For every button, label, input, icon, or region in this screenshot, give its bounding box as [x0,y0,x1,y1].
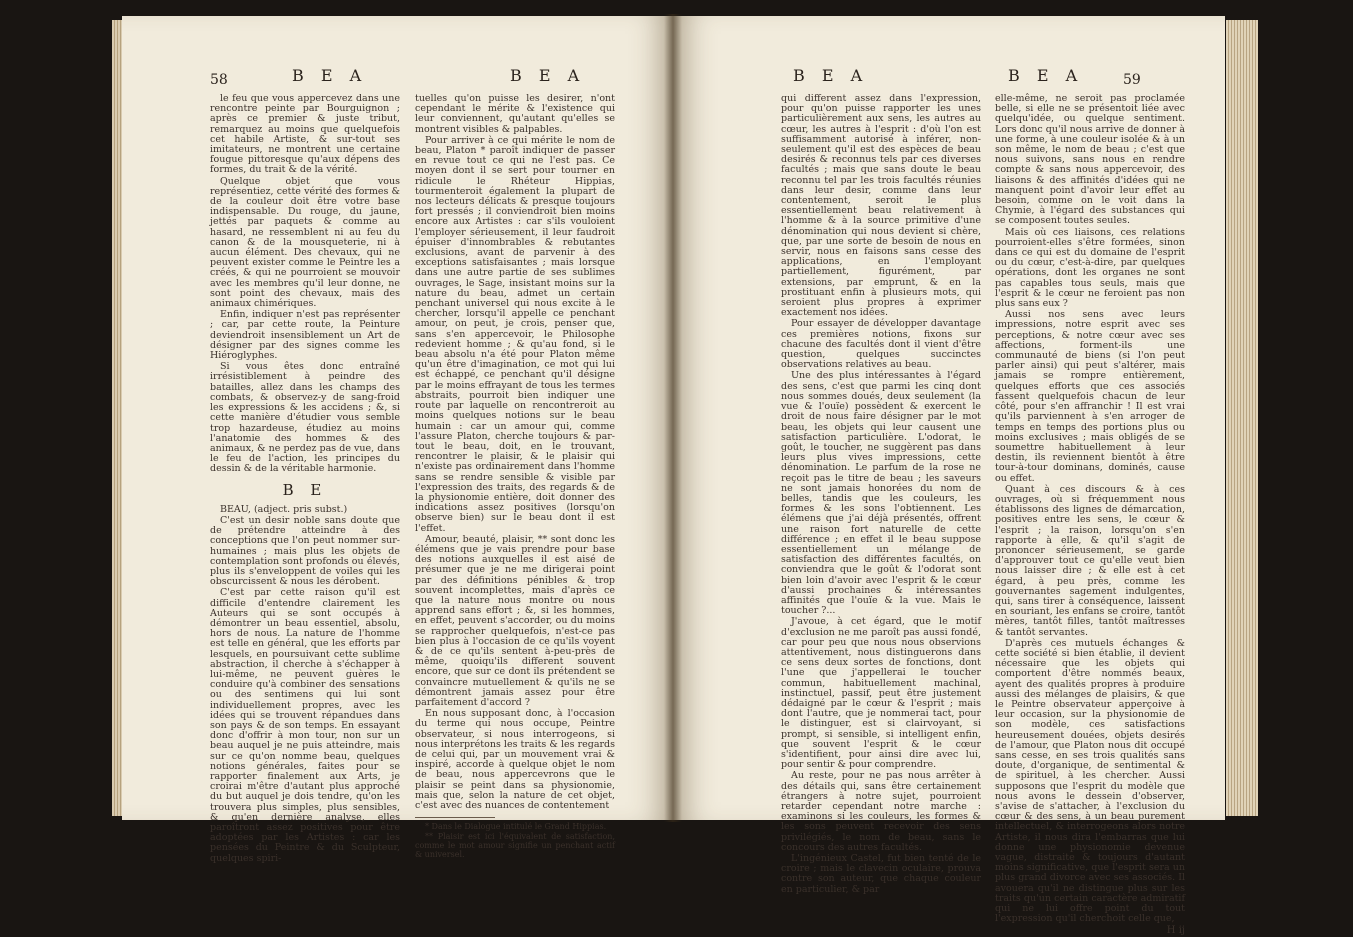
paragraph: tuelles qu'on puisse les desirer, n'ont cependant le mérite & l'existence qui leur conviennent, qu'autant qu'elles se montrent visibles & palpables. [415,93,615,135]
book-spread [112,14,1258,937]
paragraph: Au reste, pour ne pas nous arrêter à des détails qui, sans être certainement étrangers à notre sujet, pourroient retarder cependant notre marche : examinons si les couleurs, les formes & les sons peuvent recevoir des sens privilégiés, le nom de beau, sans le concours des autres facultés. [781,770,981,853]
right-column [415,94,615,860]
page-number: 58 [210,72,228,88]
paragraph: Amour, beauté, plaisir, ** sont donc les élémens que je vais prendre pour base des notions auxquelles il est aisé de présumer que je ne me dirigerai point par des définitions pénibles & trop souvent incomplettes, mais d'après ce que la nature nous montre ou nous apprend sans effort ; &, si les hommes, en effet, peuvent s'accorder, ou du moins se rapprocher quelquefois, n'est-ce pas bien plus à l'occasion de ce qu'ils voyent & de ce qu'ils sentent à-peu-près de même, quoiqu'ils different souvent encore, que sur ce dont ils prétendent se convaincre mutuellement & qu'ils ne se démontrent jamais assez pour être parfaitement d'accord ? [415,533,615,708]
running-head: B E A [510,66,586,85]
paragraph: Mais où ces liaisons, ces relations pourroient-elles s'être formées, sinon dans ce qui est du domaine de l'esprit ou du cœur, c'est-à-dire, par quelques opérations, dont les organes ne sont pas capables tous seuls, mais que l'esprit & le cœur ne feroient pas non plus sans eux ? [995,226,1185,310]
paragraph: En nous supposant donc, à l'occasion du terme qui nous occupe, Peintre observateur, si nous interrogeons, si nous interprétons les traits & les regards de celui qui, par un mouvement vrai & inspiré, accorde à quelque objet le nom de beau, nous appercevrons que le plaisir se peint dans sa physionomie, mais que, selon la nature de cet objet, c'est avec des nuances de contentement [415,708,615,812]
paragraph: Pour arriver à ce qui mérite le nom de beau, Platon * paroît indiquer de passer en revue tout ce qui ne l'est pas. Ce moyen dont il se sert pour tourner en ridicule le Rhéteur Hippias, tourmenteroit également la plupart de nos lecteurs délicats & presque toujours fort pressés ; il conviendroit bien moins encore aux Artistes : car s'ils vouloient l'employer sérieusement, il leur faudroit épuiser d'innombrables & rebutantes exclusions, avant de parvenir à des exceptions satisfaisantes ; mais lorsque dans une autre partie de ses sublimes ouvrages, le Sage, insistant moins sur la nature du beau, admet un certain penchant universel qui nous excite à le chercher, lorsqu'il appelle ce penchant amour, on peut, je crois, penser que, sans s'en appercevoir, le Philosophe redevient homme ; & qu'au fond, si le beau absolu n'a été pour Platon même qu'un être d'imagination, ce mot qui lui est échappé, ce penchant qu'il désigne par le moins effrayant de tous les termes abstraits, pourroit bien indiquer une route par laquelle on rencontreroit au moins quelques notions sur le beau humain : car un amour qui, comme l'assure Platon, cherche toujours & par-tout le beau, doit, en le trouvant, rencontrer le plaisir, & le plaisir qui n'existe pas ordinairement dans l'homme sans se rendre sensible & visible par l'expression des traits, des regards & de la physionomie entière, doit donner des indications assez positives (lorsqu'on observe bien) sur le beau dont il est l'effet. [415,134,615,534]
left-page-edges [112,20,122,816]
page-number: 59 [1123,72,1141,88]
paragraph: Une des plus intéressantes à l'égard des sens, c'est que parmi les cinq dont nous sommes doués, deux seulement (la vue & l'ouïe) possèdent & exercent le droit de nous faire désigner par le mot beau, les objets qui leur causent une satisfaction particulière. L'odorat, le goût, le toucher, ne suggèrent pas dans leurs plus vives impressions, cette dénomination. Le parfum de la rose ne reçoit pas le titre de beau ; les saveurs ne sont jamais honorées du nom de belles, tandis que les couleurs, les formes & les sons l'obtiennent. Les élémens que j'ai déjà présentés, offrent une raison fort naturelle de cette différence ; en effet il le beau suppose essentiellement un mélange de satisfaction des différentes facultés, on conviendra que le goût & l'odorat sont bien loin d'avoir avec l'esprit & le cœur d'aussi prochaines & intéressantes affinités que l'ouïe & la vue. Mais le toucher ?... [781,370,981,617]
right-page-edges [1226,20,1258,816]
paragraph: Enfin, indiquer n'est pas représenter ; car, par cette route, la Peinture deviendroit insensiblement un Art de désigner par des signes comme les Hiéroglyphes. [210,309,400,362]
paragraph: qui different assez dans l'expression, pour qu'on puisse rapporter les unes particulièrement aux sens, les autres au cœur, les autres à l'esprit : d'où l'on est suffisamment autorisé à inférer, non-seulement qu'il est des espèces de beau desirés & reconnus tels par ces diverses facultés ; mais que sans doute le beau reconnu tel par les trois facultés réunies dans leur desir, comme dans leur contentement, seroit le plus essentiellement beau relativement à l'homme & à la source primitive d'une dénomination qui nous devient si chère, que, par une sorte de besoin de nous en servir, nous en faisons sans cesse des applications, en l'employant partiellement, figurément, par extensions, par emprunt, & en la prostituant enfin à plusieurs mots, qui seroient plus propres à exprimer exactement nos idées. [781,93,981,319]
paragraph: Quant à ces discours & à ces ouvrages, où si fréquemment nous établissons des lignes de démarcation, positives entre les sens, le cœur & l'esprit ; la raison, lorsqu'on s'en rapporte à elle, & qu'il s'agit de prononcer sérieusement, se garde d'approuver tout ce qu'elle veut bien nous laisser dire ; & elle est à cet égard, à peu près, comme les gouvernantes sagement indulgentes, qui, sans tirer à conséquence, laissent en souriant, les enfans se croire, tantôt mères, tantôt filles, tantôt maîtresses & tantôt servantes. [995,483,1185,638]
paragraph: C'est par cette raison qu'il est difficile d'entendre clairement les Auteurs qui se sont occupés à démontrer un beau essentiel, absolu, hors de nous. La nature de l'homme est telle en général, que les efforts par lesquels, en poursuivant cette sublime abstraction, il cherche à s'échapper à lui-même, ne peuvent guères le conduire qu'à combiner des sensations ou des sentimens qui lui sont individuellement propres, avec les idées qui se trouvent répandues dans son pays & de son temps. En essayant donc d'offrir à mon tour, non sur un beau auquel je ne puis atteindre, mais sur ce qu'on nomme beau, quelques notions générales, faites pour se rapporter finalement aux Arts, je croirai m'être d'autant plus approché du but auquel je dois tendre, qu'on les trouvera plus simples, plus sensibles, & qu'en dernière analyse, elles paroîtront assez positives pour être adoptées par les Artistes : car les pensées du Peintre & du Sculpteur, quelques spiri- [210,587,400,864]
paragraph: elle-même, ne seroit pas proclamée belle, si elle ne se présentoit liée avec quelqu'idée, ou quelque sentiment. Lors donc qu'il nous arrive de donner à une forme, à une couleur isolée & à un son même, le nom de beau ; c'est que nous suivons, sans nous en rendre compte & sans nous appercevoir, des liaisons & des affinités d'idées qui ne manquent point d'avoir leur effet au besoin, comme on le voit dans la Chymie, à l'égard des substances qui se composent toutes seules. [995,93,1185,227]
running-head: B E A [292,66,368,85]
paragraph: Aussi nos sens avec leurs impressions, notre esprit avec ses perceptions, & notre cœur avec ses affections, forment-ils une communauté de biens (si l'on peut parler ainsi) qui peut s'altérer, mais jamais se rompre entièrement, quelques efforts que ces associés fassent quelquefois chacun de leur côté, pour s'en affranchir ! Il est vrai qu'ils parviennent à s'en arroger de temps en temps des portions plus ou moins exclusives ; mais obligés de se soumettre habituellement à leur destin, ils reviennent bientôt à être tour-à-tour dominans, dominés, cause ou effet. [995,309,1185,484]
paragraph: D'après ces mutuels échanges & cette société si bien établie, il devient nécessaire que les objets qui comportent d'être nommés beaux, ayent des qualités propres à produire aussi des mélanges de plaisirs, & que le Peintre observateur apperçoive à leur occasion, sur la physionomie de son modèle, ces satisfactions heureusement douées, objets desirés de l'amour, que Platon nous dit occupé sans cesse, en ses trois qualités sans doute, d'organique, de sentimental & de spirituel, à les chercher. Aussi supposons que l'esprit du modèle que nous avons le dessein d'observer, s'avise de s'attacher, à l'exclusion du cœur & des sens, à un beau purement intellectuel, & interrogeons alors notre Artiste, il nous dira l'embarras que lui donne une physionomie devenue vague, distraite & toujours d'autant moins significative, que l'esprit sera un plus grand divorce avec ses associés. Il avouera qu'il ne distingue plus sur les traits qu'un certain caractère admiratif qui ne lui offre point du tout l'expression qu'il cherchoit celle que, [995,637,1185,925]
footnote-rule [415,817,495,818]
paragraph: le feu que vous appercevez dans une rencontre peinte par Bourguignon ; après ce premier & juste tribut, remarquez au moins que quelquefois cet habile Artiste, & sur-tout ses imitateurs, ne montrent une certaine fougue pittoresque qu'aux dépens des formes, du trait & de la vérité. [210,93,400,176]
gutter-shadow [664,14,682,822]
paragraph: Pour essayer de développer davantage ces premières notions, fixons sur chacune des facultés dont il vient d'être question, quelques succinctes observations relatives au beau. [781,318,981,371]
right-page [673,16,1225,937]
paragraph: J'avoue, à cet égard, que le motif d'exclusion ne me paroît pas aussi fondé, car pour peu que nous nous observions attentivement, nous distinguerons dans ce sens deux sortes de fonctions, dont l'une que j'appellerai le toucher commun, habituellement machinal, instinctuel, passif, peut être justement dédaigné par le cœur & l'esprit ; mais dont l'autre, que je nommerai tact, pour le distinguer, est si clairvoyant, si prompt, si sensible, si intelligent enfin, que souvent l'esprit & le cœur s'identifient, pour ainsi dire avec lui, pour sentir & pour comprendre. [781,616,981,771]
section-title: B E [282,480,328,499]
left-column [210,94,400,865]
footnote: * Dans le Dialogue intitulé le Grand Hippias. [425,822,607,832]
paragraph: Quelque objet que vous représentiez, cette vérité des formes & de la couleur doit être votre base indispensable. Du rouge, du jaune, jettés par paquets & comme au hasard, ne ressemblent ni au feu du canon & de la mousqueterie, ni à aucun élément. Des chevaux, qui ne peuvent exister comme le Peintre les a créés, & qui ne pourroient se mouvoir avec les membres qu'il leur donne, ne sont point des chevaux, mais des animaux chimériques. [210,175,400,310]
right-column [995,94,1185,937]
footnote: ** Plaisir est ici l'équivalent de satisfaction, comme le mot amour signifie un penchant actif & universel. [415,832,615,860]
paragraph: L'ingénieux Castel, fut bien tenté de le croire ; mais le clavecin oculaire, prouva contre son auteur, que chaque couleur en particulier, & par [781,853,981,895]
running-head: B E A [793,66,869,85]
left-column [781,94,981,896]
entry-heading: BEAU, (adject. pris subst.) [220,503,348,515]
paragraph: C'est un desir noble sans doute que de prétendre atteindre à des conceptions que l'on peut nommer sur-humaines ; mais plus les objets de contemplation sont profonds ou élevés, plus ils s'enveloppent de voiles qui les obscurcissent & nous les dérobent. [210,514,400,588]
signature-mark: H ij [1166,925,1185,937]
running-head: B E A [1008,66,1084,85]
left-page [122,16,673,864]
paragraph: Si vous êtes donc entraîné irrésistiblement à peindre des batailles, allez dans les champs des combats, & observez-y de sang-froid les expressions & les accidens ; &, si cette manière d'étudier vous semble trop hazardeuse, étudiez au moins l'anatomie des hommes & des animaux, & ne perdez pas de vue, dans le feu de l'action, les principes du dessin & de la véritable harmonie. [210,361,400,475]
